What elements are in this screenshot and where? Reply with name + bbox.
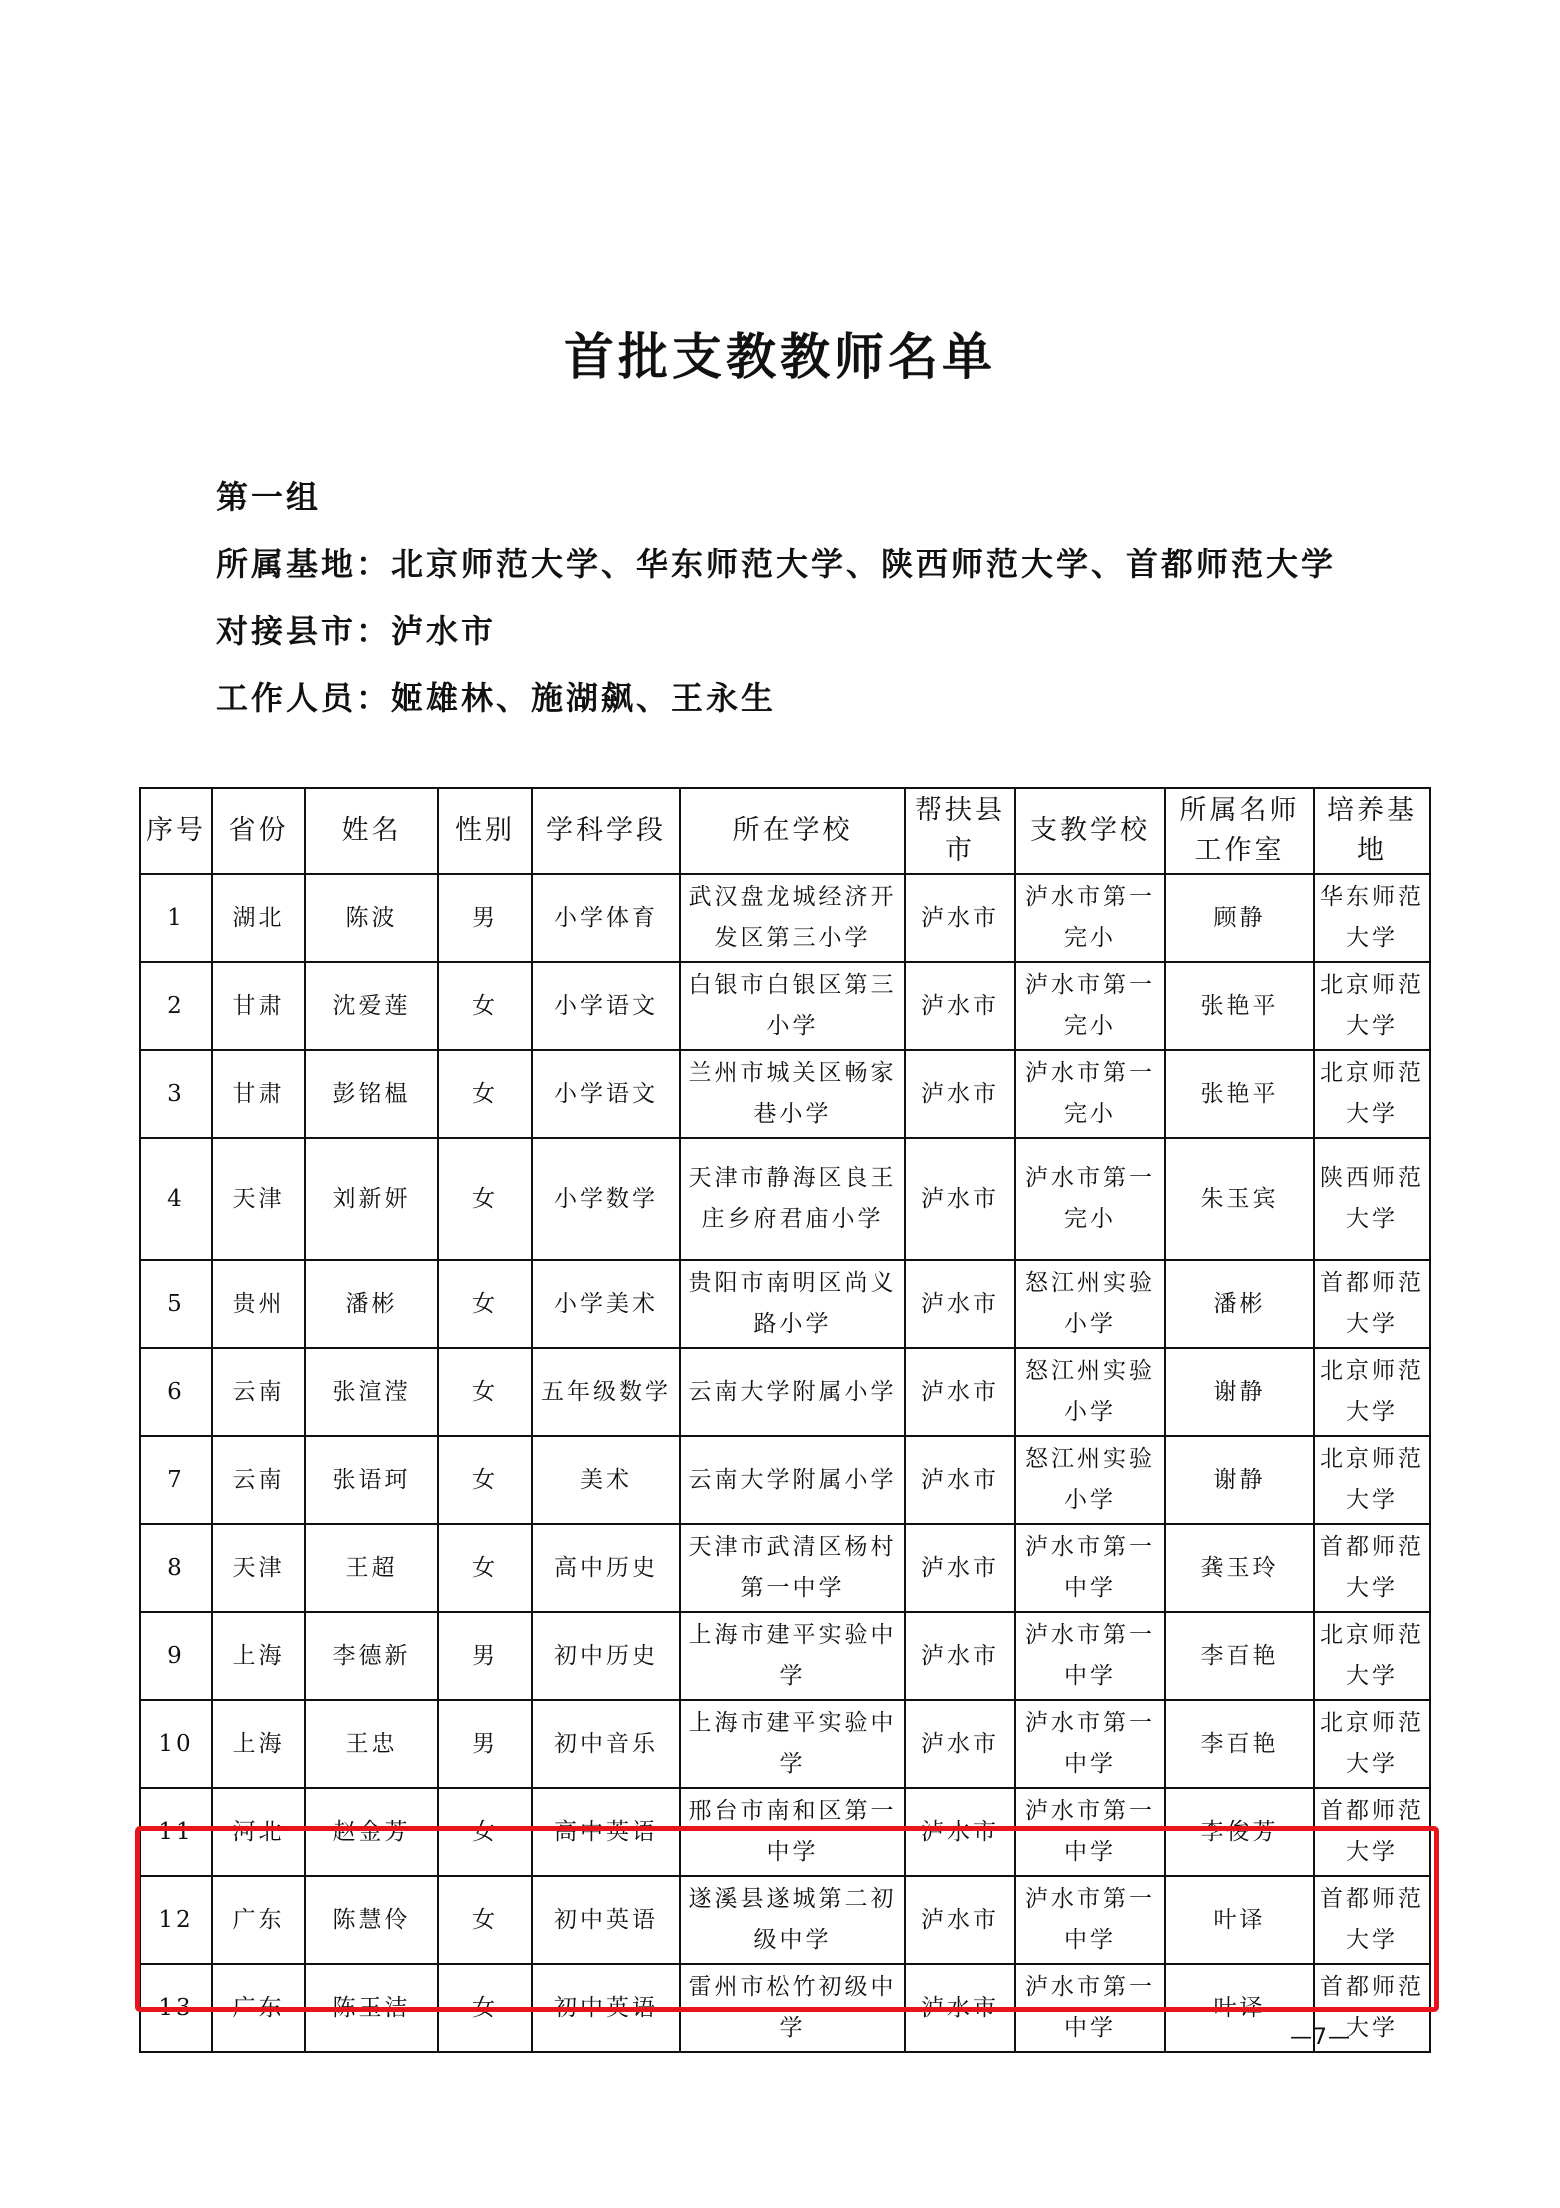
cell-studio: 李百艳	[1165, 1612, 1314, 1700]
cell-base: 首都师范大学	[1314, 1964, 1430, 2052]
cell-base: 北京师范大学	[1314, 1348, 1430, 1436]
cell-county: 泸水市	[905, 1260, 1015, 1348]
cell-school: 天津市武清区杨村第一中学	[680, 1524, 905, 1612]
header-subject: 学科学段	[532, 788, 680, 874]
cell-studio: 谢静	[1165, 1348, 1314, 1436]
table-row	[140, 1612, 1430, 1700]
cell-county: 泸水市	[905, 1612, 1015, 1700]
table-row	[140, 1524, 1430, 1612]
cell-studio: 谢静	[1165, 1436, 1314, 1524]
cell-studio: 叶译	[1165, 1964, 1314, 2052]
table-row	[140, 1138, 1430, 1260]
cell-gender: 女	[438, 1138, 532, 1260]
cell-gender: 男	[438, 1700, 532, 1788]
cell-subject: 小学语文	[532, 1050, 680, 1138]
table-row	[140, 1964, 1430, 2052]
cell-province: 甘肃	[212, 962, 305, 1050]
cell-host-school: 泸水市第一中学	[1015, 1612, 1165, 1700]
cell-index: 7	[140, 1436, 212, 1524]
cell-index: 11	[140, 1788, 212, 1876]
cell-studio: 李俊芳	[1165, 1788, 1314, 1876]
cell-name: 王忠	[305, 1700, 438, 1788]
table-row	[140, 874, 1430, 962]
cell-base: 陕西师范大学	[1314, 1138, 1430, 1260]
cell-base: 华东师范大学	[1314, 874, 1430, 962]
cell-gender: 男	[438, 874, 532, 962]
cell-subject: 高中历史	[532, 1524, 680, 1612]
cell-subject: 初中英语	[532, 1964, 680, 2052]
table-row	[140, 1876, 1430, 1964]
cell-province: 上海	[212, 1700, 305, 1788]
cell-studio: 叶译	[1165, 1876, 1314, 1964]
cell-subject: 高中英语	[532, 1788, 680, 1876]
table-row	[140, 1436, 1430, 1524]
cell-name: 张语珂	[305, 1436, 438, 1524]
cell-school: 武汉盘龙城经济开发区第三小学	[680, 874, 905, 962]
cell-gender: 女	[438, 1436, 532, 1524]
cell-base: 首都师范大学	[1314, 1260, 1430, 1348]
cell-host-school: 泸水市第一完小	[1015, 874, 1165, 962]
cell-gender: 女	[438, 1524, 532, 1612]
cell-county: 泸水市	[905, 1348, 1015, 1436]
staff-line: 工作人员：姬雄林、施湖飙、王永生	[216, 679, 777, 717]
cell-province: 天津	[212, 1138, 305, 1260]
cell-school: 上海市建平实验中学	[680, 1612, 905, 1700]
cell-name: 陈玉洁	[305, 1964, 438, 2052]
page-number: —7—	[1290, 2025, 1351, 2050]
cell-name: 沈爱莲	[305, 962, 438, 1050]
cell-host-school: 怒江州实验小学	[1015, 1436, 1165, 1524]
cell-county: 泸水市	[905, 1964, 1015, 2052]
header-school: 所在学校	[680, 788, 905, 874]
header-index: 序号	[140, 788, 212, 874]
cell-index: 4	[140, 1138, 212, 1260]
table-row	[140, 962, 1430, 1050]
cell-base: 北京师范大学	[1314, 1050, 1430, 1138]
cell-index: 9	[140, 1612, 212, 1700]
cell-base: 首都师范大学	[1314, 1524, 1430, 1612]
cell-gender: 女	[438, 1260, 532, 1348]
cell-studio: 顾静	[1165, 874, 1314, 962]
cell-host-school: 怒江州实验小学	[1015, 1260, 1165, 1348]
cell-name: 陈波	[305, 874, 438, 962]
cell-county: 泸水市	[905, 1876, 1015, 1964]
cell-county: 泸水市	[905, 874, 1015, 962]
cell-host-school: 泸水市第一中学	[1015, 1788, 1165, 1876]
cell-index: 6	[140, 1348, 212, 1436]
cell-school: 邢台市南和区第一中学	[680, 1788, 905, 1876]
page-title: 首批支教教师名单	[564, 328, 996, 386]
cell-studio: 潘彬	[1165, 1260, 1314, 1348]
cell-base: 首都师范大学	[1314, 1788, 1430, 1876]
base-line: 所属基地：北京师范大学、华东师范大学、陕西师范大学、首都师范大学	[216, 545, 1337, 583]
cell-subject: 小学语文	[532, 962, 680, 1050]
group-info	[216, 464, 1336, 732]
cell-studio: 朱玉宾	[1165, 1138, 1314, 1260]
cell-host-school: 泸水市第一中学	[1015, 1524, 1165, 1612]
teacher-table	[139, 787, 1431, 2053]
cell-subject: 初中英语	[532, 1876, 680, 1964]
cell-school: 白银市白银区第三小学	[680, 962, 905, 1050]
cell-studio: 张艳平	[1165, 1050, 1314, 1138]
group-name: 第一组	[216, 478, 322, 516]
cell-index: 2	[140, 962, 212, 1050]
cell-subject: 美术	[532, 1436, 680, 1524]
cell-studio: 张艳平	[1165, 962, 1314, 1050]
cell-province: 天津	[212, 1524, 305, 1612]
table-row	[140, 1700, 1430, 1788]
cell-school: 贵阳市南明区尚义路小学	[680, 1260, 905, 1348]
cell-index: 1	[140, 874, 212, 962]
header-county: 帮扶县市	[905, 788, 1015, 874]
cell-school: 云南大学附属小学	[680, 1348, 905, 1436]
cell-gender: 女	[438, 1964, 532, 2052]
cell-province: 湖北	[212, 874, 305, 962]
cell-name: 陈慧伶	[305, 1876, 438, 1964]
cell-county: 泸水市	[905, 1436, 1015, 1524]
cell-gender: 男	[438, 1612, 532, 1700]
cell-province: 甘肃	[212, 1050, 305, 1138]
cell-name: 潘彬	[305, 1260, 438, 1348]
cell-index: 13	[140, 1964, 212, 2052]
header-gender: 性别	[438, 788, 532, 874]
cell-host-school: 怒江州实验小学	[1015, 1348, 1165, 1436]
cell-name: 赵金芳	[305, 1788, 438, 1876]
cell-gender: 女	[438, 1348, 532, 1436]
cell-name: 张渲滢	[305, 1348, 438, 1436]
cell-index: 10	[140, 1700, 212, 1788]
cell-host-school: 泸水市第一中学	[1015, 1964, 1165, 2052]
cell-host-school: 泸水市第一中学	[1015, 1700, 1165, 1788]
cell-host-school: 泸水市第一完小	[1015, 1050, 1165, 1138]
cell-province: 上海	[212, 1612, 305, 1700]
cell-school: 天津市静海区良王庄乡府君庙小学	[680, 1138, 905, 1260]
cell-studio: 龚玉玲	[1165, 1524, 1314, 1612]
table-row	[140, 1788, 1430, 1876]
cell-county: 泸水市	[905, 962, 1015, 1050]
cell-name: 刘新妍	[305, 1138, 438, 1260]
cell-name: 彭铭榅	[305, 1050, 438, 1138]
table-row	[140, 1260, 1430, 1348]
cell-base: 北京师范大学	[1314, 962, 1430, 1050]
table-body	[140, 874, 1430, 2052]
cell-province: 云南	[212, 1436, 305, 1524]
cell-studio: 李百艳	[1165, 1700, 1314, 1788]
cell-index: 8	[140, 1524, 212, 1612]
cell-province: 贵州	[212, 1260, 305, 1348]
header-name: 姓名	[305, 788, 438, 874]
cell-county: 泸水市	[905, 1700, 1015, 1788]
header-base: 培养基地	[1314, 788, 1430, 874]
cell-school: 雷州市松竹初级中学	[680, 1964, 905, 2052]
cell-county: 泸水市	[905, 1524, 1015, 1612]
county-line: 对接县市：泸水市	[216, 612, 497, 650]
cell-county: 泸水市	[905, 1788, 1015, 1876]
cell-province: 河北	[212, 1788, 305, 1876]
cell-gender: 女	[438, 1050, 532, 1138]
header-province: 省份	[212, 788, 305, 874]
cell-province: 云南	[212, 1348, 305, 1436]
cell-index: 5	[140, 1260, 212, 1348]
cell-province: 广东	[212, 1964, 305, 2052]
cell-base: 北京师范大学	[1314, 1436, 1430, 1524]
cell-subject: 小学数学	[532, 1138, 680, 1260]
cell-host-school: 泸水市第一完小	[1015, 962, 1165, 1050]
cell-base: 北京师范大学	[1314, 1612, 1430, 1700]
cell-name: 王超	[305, 1524, 438, 1612]
cell-school: 遂溪县遂城第二初级中学	[680, 1876, 905, 1964]
header-host-school: 支教学校	[1015, 788, 1165, 874]
cell-gender: 女	[438, 962, 532, 1050]
cell-subject: 初中历史	[532, 1612, 680, 1700]
header-row	[140, 788, 1430, 874]
cell-base: 首都师范大学	[1314, 1876, 1430, 1964]
cell-subject: 小学美术	[532, 1260, 680, 1348]
cell-subject: 五年级数学	[532, 1348, 680, 1436]
cell-index: 12	[140, 1876, 212, 1964]
cell-host-school: 泸水市第一完小	[1015, 1138, 1165, 1260]
cell-school: 上海市建平实验中学	[680, 1700, 905, 1788]
table-row	[140, 1348, 1430, 1436]
cell-base: 北京师范大学	[1314, 1700, 1430, 1788]
cell-subject: 初中音乐	[532, 1700, 680, 1788]
cell-school: 兰州市城关区畅家巷小学	[680, 1050, 905, 1138]
table-row	[140, 1050, 1430, 1138]
cell-index: 3	[140, 1050, 212, 1138]
cell-gender: 女	[438, 1876, 532, 1964]
cell-host-school: 泸水市第一中学	[1015, 1876, 1165, 1964]
cell-subject: 小学体育	[532, 874, 680, 962]
cell-county: 泸水市	[905, 1138, 1015, 1260]
cell-province: 广东	[212, 1876, 305, 1964]
cell-county: 泸水市	[905, 1050, 1015, 1138]
cell-name: 李德新	[305, 1612, 438, 1700]
header-studio: 所属名师工作室	[1165, 788, 1314, 874]
cell-gender: 女	[438, 1788, 532, 1876]
cell-school: 云南大学附属小学	[680, 1436, 905, 1524]
